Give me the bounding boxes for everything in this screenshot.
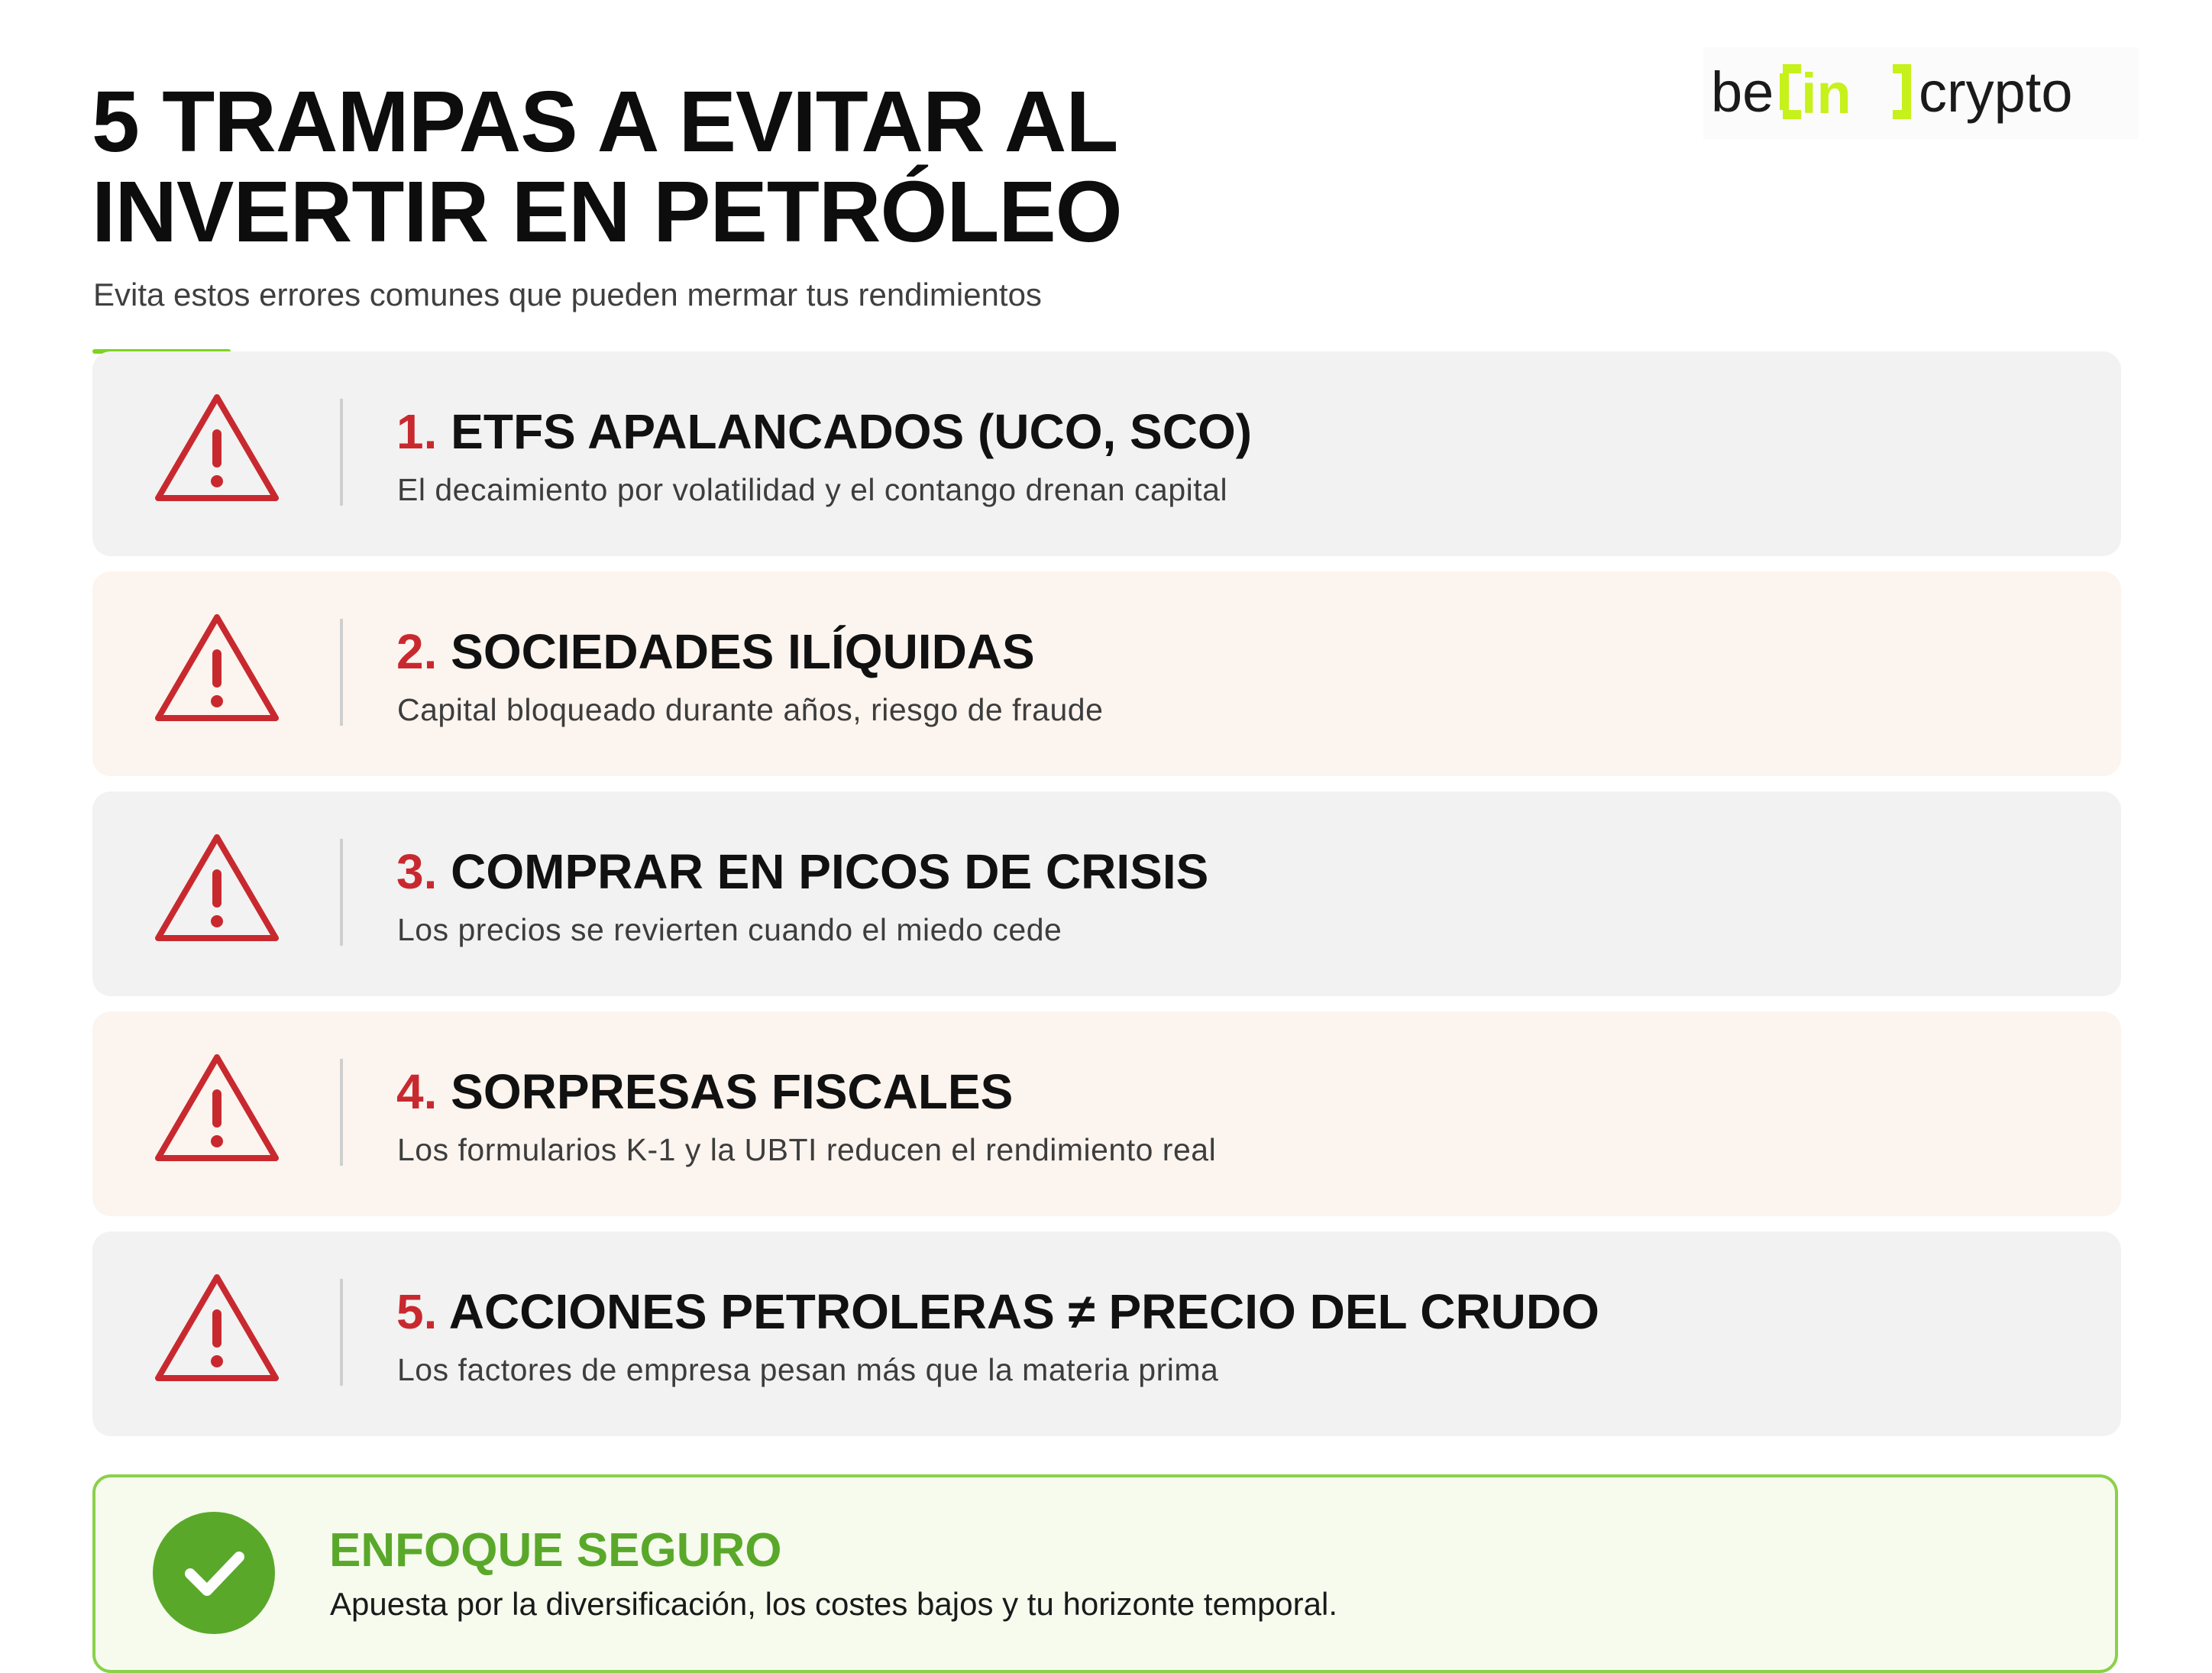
card-divider bbox=[340, 1059, 343, 1166]
logo-text-be: be bbox=[1711, 60, 1774, 124]
safe-approach-description: Apuesta por la diversificación, los costes bajos y tu horizonte temporal. bbox=[330, 1586, 1338, 1622]
logo-text-in: in bbox=[1801, 62, 1851, 125]
trap-title bbox=[396, 1283, 1599, 1340]
trap-number: 2. bbox=[396, 624, 438, 679]
trap-description: Capital bloqueado durante años, riesgo de fraude bbox=[397, 692, 1104, 727]
trap-title-text: COMPRAR EN PICOS DE CRISIS bbox=[451, 844, 1209, 899]
trap-description: El decaimiento por volatilidad y el contango drenan capital bbox=[397, 472, 1228, 507]
title-line-2: INVERTIR EN PETRÓLEO bbox=[92, 163, 1122, 260]
trap-description: Los precios se revierten cuando el miedo cede bbox=[397, 912, 1062, 947]
trap-number: 3. bbox=[396, 844, 438, 899]
warning-triangle-icon bbox=[154, 1051, 280, 1164]
trap-number: 5. bbox=[396, 1284, 438, 1339]
safe-approach-box bbox=[92, 1474, 2118, 1673]
card-divider bbox=[340, 619, 343, 726]
trap-number: 4. bbox=[396, 1064, 438, 1119]
warning-triangle-icon bbox=[154, 611, 280, 724]
trap-card-1 bbox=[92, 351, 2121, 556]
trap-title-text: SORPRESAS FISCALES bbox=[451, 1064, 1014, 1119]
safe-approach-title: ENFOQUE SEGURO bbox=[329, 1524, 782, 1577]
trap-title bbox=[396, 623, 1035, 680]
warning-triangle-icon bbox=[154, 831, 280, 944]
trap-card-5 bbox=[92, 1231, 2121, 1436]
warning-triangle-icon bbox=[154, 391, 280, 504]
trap-number: 1. bbox=[396, 404, 438, 459]
page-title bbox=[92, 73, 1122, 260]
trap-card-4 bbox=[92, 1011, 2121, 1216]
trap-title bbox=[396, 403, 1252, 460]
trap-title-text: ACCIONES PETROLERAS ≠ PRECIO DEL CRUDO bbox=[448, 1284, 1599, 1339]
card-divider bbox=[340, 1279, 343, 1386]
warning-triangle-icon bbox=[154, 1271, 280, 1384]
card-divider bbox=[340, 399, 343, 506]
trap-description: Los factores de empresa pesan más que la materia prima bbox=[397, 1352, 1219, 1387]
trap-title-text: ETFS APALANCADOS (UCO, SCO) bbox=[451, 404, 1253, 459]
page-subtitle: Evita estos errores comunes que pueden mermar tus rendimientos bbox=[93, 277, 1042, 312]
trap-title bbox=[396, 843, 1208, 900]
trap-description: Los formularios K-1 y la UBTI reducen el rendimiento real bbox=[397, 1132, 1217, 1167]
beincrypto-logo bbox=[1703, 47, 2139, 139]
trap-title-text: SOCIEDADES ILÍQUIDAS bbox=[451, 624, 1035, 679]
card-divider bbox=[340, 839, 343, 946]
title-line-1: 5 TRAMPAS A EVITAR AL bbox=[92, 73, 1118, 170]
trap-title bbox=[396, 1063, 1013, 1120]
logo-text-crypto: crypto bbox=[1919, 60, 2073, 124]
trap-card-3 bbox=[92, 791, 2121, 996]
check-circle-icon bbox=[152, 1511, 276, 1635]
trap-card-2 bbox=[92, 571, 2121, 776]
